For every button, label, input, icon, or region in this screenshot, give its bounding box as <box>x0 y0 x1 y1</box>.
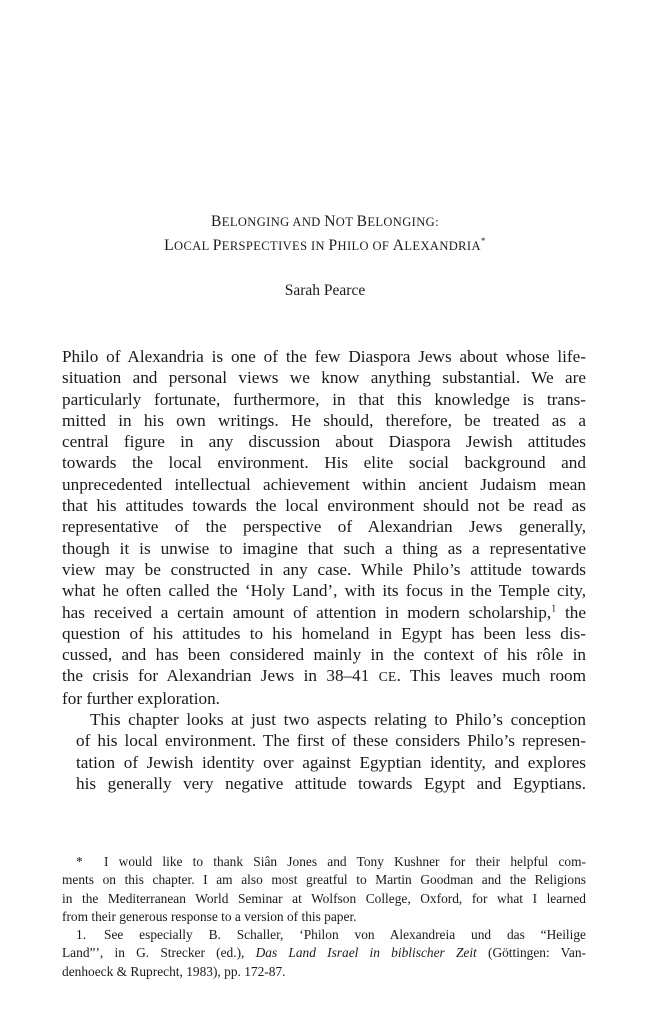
chapter-title-line-1: BELONGING AND NOT BELONGING: <box>211 213 439 230</box>
paragraph-1: Philo of Alexandria is one of the few Diaspora Jews about whose life- situation and personal views we know anything substantial. We are particularly fortunate, furthermore, in that this knowledge is trans- mitted in his own writings. He should, therefore, be treated as a central figure in any discussion about Diaspora Jewish attitudes towards the local environment. His elite social background and unprecedented intellectual achievement within ancient Judaism mean that his attitudes towards the local environment should not be read as representative of the perspective of Alexandrian Jews generally, though it is unwise to imagine that such a thing as a representative view may be constructed in any case. While Philo’s attitude towards what he often called the ‘Holy Land’, with its focus in the Temple city, has received a certain amount of attention in modern scholarship,$^1$ the question of his attitudes to his homeland in Egypt has been less dis- cussed, and has been considered mainly in the context of his rôle in the crisis for Alexandrian Jews in 38–41 CE. This leaves much room for further exploration. <box>62 347 587 708</box>
footnote-star-marker: * <box>76 854 83 869</box>
title-footnote-marker: * <box>480 236 486 246</box>
footnote-1: 1. See especially B. Schaller, ‘Philon von Alexandreia und das “Heilige Land”’, in G. Strecker (ed.), Das Land Israel in biblischer Zeit (Göttingen: Van- denhoeck & Ruprecht, 1983), pp. 172-87. <box>62 927 586 979</box>
chapter-title-line-2: LOCAL PERSPECTIVES IN PHILO OF ALEXANDRIA* <box>164 236 486 255</box>
author-name: Sarah Pearce <box>284 282 366 299</box>
footnote-ref-1: 1 <box>551 602 557 614</box>
footnote-star: * I would like to thank Siân Jones and Tony Kushner for their helpful com- ments on this chapter. I am also most greatful to Martin Goodman and the Religions in the Mediterranean World Seminar at Wolfson College, Oxford, for what I learned from their generous response to a version of this paper. <box>62 854 586 924</box>
body-text <box>62 346 586 794</box>
footnote-1-marker: 1. <box>76 927 87 943</box>
paragraph-2: This chapter looks at just two aspects relating to Philo’s conception of his local environment. The first of these considers Philo’s represen- tation of Jewish identity over against Egyptian identity, and explores his generally very negative attitude towards Egypt and Egyptians. <box>76 710 586 793</box>
footnotes <box>62 853 586 981</box>
